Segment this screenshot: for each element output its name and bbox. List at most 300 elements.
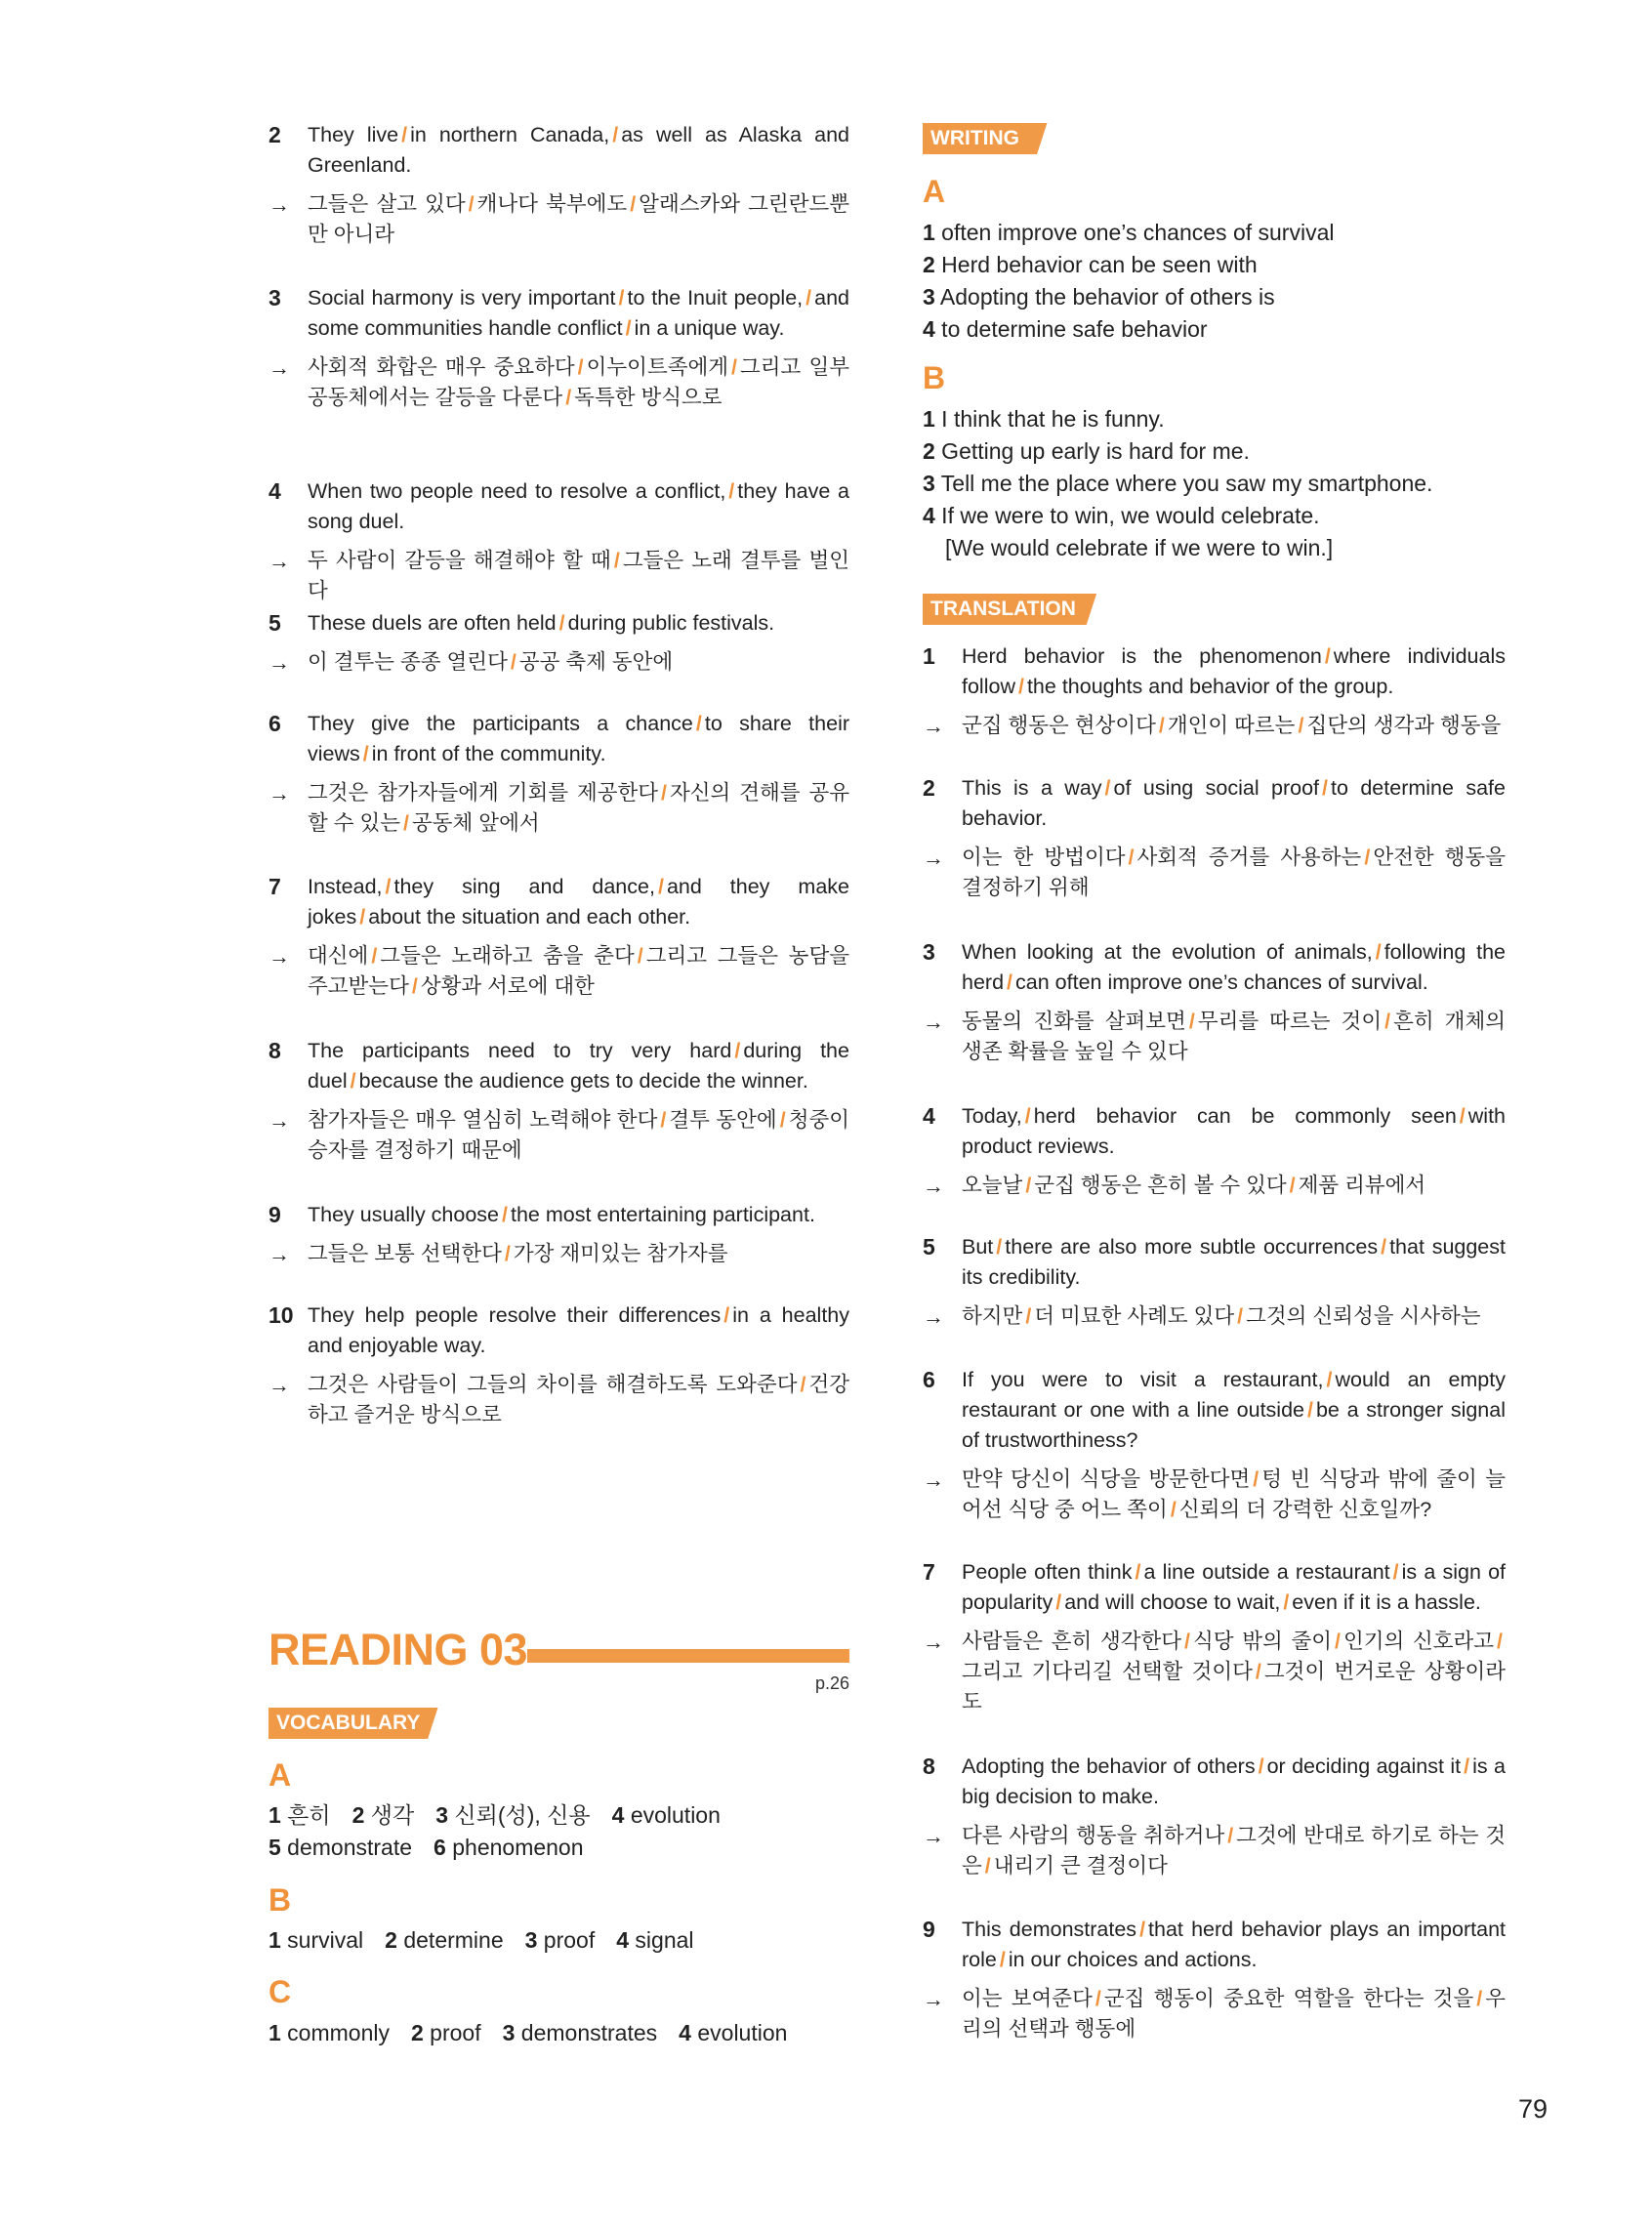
slash-separator: / [1025,1174,1032,1197]
slash-separator: / [1188,1010,1195,1033]
korean-translation [268,1370,849,1430]
chunk-text: 신뢰의 더 강력한 신호일까? [1178,1498,1432,1521]
chunk-text: to share their views [308,712,849,765]
slash-separator: / [1255,1660,1261,1683]
chunk-text: 이는 한 방법이다 [962,846,1126,869]
english-sentence [308,1036,849,1096]
korean-translation [268,1105,849,1166]
slash-separator: / [1025,1304,1032,1328]
slash-separator: / [618,286,625,310]
sentence-item [268,872,849,1002]
chunk-text: where individuals follow [962,644,1506,698]
vocabulary-tag: VOCABULARY [268,1708,442,1739]
answer-number: 2 [411,2020,424,2045]
slash-separator: / [510,650,516,674]
chunk-text: Adopting the behavior of others [962,1754,1256,1778]
slash-separator: / [1024,1104,1031,1128]
chunk-text: 이는 보여준다 [962,1987,1093,2010]
chunk-text: These duels are often held [308,611,557,635]
slash-separator: / [1158,714,1165,737]
item-number: 5 [923,1234,935,1259]
slash-separator: / [1007,970,1013,994]
chunk-text: during public festivals. [567,611,775,635]
slash-separator: / [1104,776,1111,800]
reading-title-bar [527,1649,849,1663]
section-letter-b: B [923,360,946,395]
answer-number: 4 [923,316,935,342]
korean-translation [923,1984,1506,2044]
chunk-text: 그들은 살고 있다 [308,192,466,216]
sentence-item [268,120,849,250]
item-number: 7 [923,1559,935,1585]
chunk-text: during the duel [308,1039,849,1093]
arrow-icon: → [268,1242,290,1266]
answer-number: 3 [923,471,935,496]
korean-translation [268,647,849,678]
chunk-text: 하지만 [962,1304,1023,1328]
item-number: 10 [268,1302,294,1328]
chunk-text: 공공 축제 동안에 [518,650,674,674]
item-number: 6 [923,1367,935,1392]
chunk-text: 사회적 증거를 사용하는 [1136,846,1362,869]
chunk-text: because the audience gets to decide the winner. [358,1069,808,1093]
slash-separator: / [359,905,366,929]
chunk-text: 군집 행동이 중요한 역할을 한다는 것을 [1103,1987,1474,2010]
chunk-text: herd behavior can be commonly seen [1033,1104,1457,1128]
answer-text: evolution [624,1802,721,1828]
item-number: 4 [923,1103,935,1129]
slash-separator: / [630,192,637,216]
arrow-icon: → [923,846,944,870]
arrow-icon: → [923,714,944,738]
slash-separator: / [1381,1235,1387,1259]
answer-text: 생각 [364,1802,415,1828]
english-sentence [308,476,849,537]
answer-text: determine [396,1927,504,1953]
chunk-text: in front of the community. [371,742,606,765]
reading-title: READING 03 [268,1625,528,1674]
chunk-text: 이 결투는 종종 열린다 [308,650,508,674]
chunk-text: and they make jokes [308,875,849,929]
answer-number: 2 [351,1802,365,1828]
answer-text: Getting up early is hard for me. [934,438,1250,464]
chunk-text: 군집 행동은 현상이다 [962,714,1156,737]
chunk-text: 다른 사람의 행동을 취하거나 [962,1824,1225,1847]
english-sentence [308,120,849,181]
answer-text: Herd behavior can be seen with [934,252,1258,277]
section-letter-b: B [268,1882,292,1918]
chunk-text: to determine safe behavior. [962,776,1506,830]
arrow-icon: → [268,549,290,573]
sentence-item [923,937,1506,1067]
chunk-text: the thoughts and behavior of the group. [1026,675,1394,698]
chunk-text: and some communities handle conflict [308,286,849,340]
answer-text: proof [537,1927,596,1953]
item-number: 8 [268,1038,281,1063]
chunk-text: But [962,1235,994,1259]
chunk-text: that herd behavior plays an important role [962,1918,1506,1971]
chunk-text: 흔히 개체의 생존 확률을 높일 수 있다 [962,1010,1506,1063]
chunk-text: to the Inuit people, [627,286,804,310]
chunk-text: This demonstrates [962,1918,1137,1941]
answer-text: phenomenon [445,1835,584,1860]
slash-separator: / [468,192,475,216]
slash-separator: / [565,386,572,409]
korean-translation [923,1007,1506,1067]
chunk-text: 자신의 견해를 공유할 수 있는 [308,781,849,835]
chunk-text: 집단의 생각과 행동을 [1306,714,1502,737]
answer-number: 4 [611,1802,625,1828]
item-number: 2 [923,775,935,801]
chunk-text: 그것이 번거로운 상황이라도 [962,1660,1506,1713]
arrow-icon: → [268,355,290,380]
korean-translation [268,778,849,839]
answer-row [268,1832,584,1864]
answer-text: Tell me the place where you saw my smartphone. [934,471,1433,496]
english-sentence [962,1752,1506,1812]
page-reference: p.26 [814,1673,849,1693]
answer-row [268,2017,787,2049]
english-sentence [308,872,849,932]
slash-separator: / [800,1373,806,1396]
slash-separator: / [1094,1987,1101,2010]
chunk-text: or deciding against it [1266,1754,1462,1778]
chunk-text: The participants need to try very hard [308,1039,732,1062]
slash-separator: / [504,1242,511,1265]
slash-separator: / [734,1039,741,1062]
sentence-item [923,1915,1506,2044]
answer-line [923,435,1250,468]
chunk-text: When two people need to resolve a conflict, [308,479,726,503]
slash-separator: / [1289,1174,1296,1197]
slash-separator: / [411,974,418,998]
chunk-text: 건강하고 즐거운 방식으로 [308,1373,849,1426]
chunk-text: 동물의 진화를 살펴보면 [962,1010,1186,1033]
slash-separator: / [1324,644,1331,668]
item-number: 2 [268,122,281,147]
korean-translation [923,843,1506,903]
slash-separator: / [1335,1630,1341,1653]
slash-separator: / [1497,1630,1504,1653]
chunk-text: 이누이트족에게 [586,355,729,379]
chunk-text: can often improve one’s chances of survival. [1015,970,1428,994]
answer-text: survival [280,1927,364,1953]
answer-text: commonly [280,2020,390,2045]
chunk-text: They usually choose [308,1203,499,1226]
chunk-text: 내리기 큰 결정이다 [993,1854,1168,1878]
chunk-text: about the situation and each other. [368,905,691,929]
writing-tag: WRITING [923,123,1048,154]
slash-separator: / [1135,1560,1141,1584]
arrow-icon: → [923,1174,944,1198]
chunk-text: 식당 밖의 줄이 [1193,1630,1332,1653]
chunk-text: Instead, [308,875,383,898]
slash-separator: / [1326,1368,1333,1391]
chunk-text: 그것은 사람들이 그들의 차이를 해결하도록 도와준다 [308,1373,798,1396]
arrow-icon: → [923,1630,944,1654]
chunk-text: 그리고 일부 공동체에서는 갈등을 다룬다 [308,355,849,409]
slash-separator: / [1306,1398,1313,1422]
english-sentence [308,709,849,769]
korean-translation [268,352,849,413]
slash-separator: / [695,712,702,735]
chunk-text: 대신에 [308,944,369,968]
slash-separator: / [385,875,392,898]
chunk-text: would an empty restaurant or one with a line outside [962,1368,1506,1422]
answer-line [923,403,1165,435]
slash-separator: / [350,1069,356,1093]
chunk-text: 인기의 신호라고 [1342,1630,1495,1653]
chunk-text: This is a way [962,776,1102,800]
chunk-text: 그것은 참가자들에게 기회를 제공한다 [308,781,659,805]
english-sentence [962,1365,1506,1456]
item-number: 8 [923,1754,935,1779]
slash-separator: / [1476,1987,1483,2010]
sentence-item [268,283,849,413]
korean-translation [923,1627,1506,1717]
answer-text: demonstrate [280,1835,413,1860]
answer-number: 1 [923,220,935,245]
chunk-text: in a healthy and enjoyable way. [308,1303,850,1357]
slash-separator: / [558,611,565,635]
section-letter-c: C [268,1974,292,2009]
answer-number: 6 [434,1835,446,1860]
chunk-text: 그리고 그들은 농담을 주고받는다 [308,944,849,998]
answer-text: demonstrates [515,2020,658,2045]
answer-number: 2 [923,252,935,277]
chunk-text: 무리를 따르는 것이 [1197,1010,1383,1033]
chunk-text: a line outside a restaurant [1143,1560,1390,1584]
slash-separator: / [1055,1590,1062,1614]
arrow-icon: → [268,1108,290,1133]
item-number: 9 [268,1202,281,1227]
slash-separator: / [779,1108,786,1132]
answer-alternative: [We would celebrate if we were to win.] [945,535,1334,560]
chunk-text: If you were to visit a restaurant, [962,1368,1324,1391]
chunk-text: even if it is a hassle. [1292,1590,1481,1614]
korean-translation [268,189,850,250]
chunk-text: with product reviews. [962,1104,1506,1158]
answer-text: 흔히 [280,1802,331,1828]
slash-separator: / [999,1948,1006,1971]
sentence-item [268,1036,849,1166]
korean-translation [268,1239,849,1269]
slash-separator: / [661,781,668,805]
arrow-icon: → [923,1010,944,1034]
answer-text: Adopting the behavior of others is [934,284,1275,310]
korean-translation [923,1301,1506,1332]
answer-number: 1 [268,2020,281,2045]
item-number: 6 [268,711,281,736]
chunk-text: 그들은 보통 선택한다 [308,1242,502,1265]
chunk-text: is a sign of popularity [962,1560,1506,1614]
chunk-text: in our choices and actions. [1008,1948,1258,1971]
english-sentence [308,283,849,344]
slash-separator: / [502,1203,508,1226]
chunk-text: When looking at the evolution of animals, [962,940,1373,964]
chunk-text: 청중이 승자를 결정하기 때문에 [308,1108,849,1162]
sentence-item [923,641,1506,741]
chunk-text: 그것의 신뢰성을 시사하는 [1246,1304,1481,1328]
answer-text: I think that he is funny. [934,406,1165,432]
chunk-text: 그것에 반대로 하기로 하는 것은 [962,1824,1507,1878]
answer-number: 2 [385,1927,397,1953]
korean-translation [923,711,1506,741]
chunk-text: 캐나다 북부에도 [476,192,628,216]
chunk-text: 그들은 노래 결투를 벌인다 [308,549,849,602]
slash-separator: / [1384,1010,1391,1033]
english-sentence [962,1557,1506,1618]
chunk-text: 독특한 방식으로 [574,386,723,409]
arrow-icon: → [923,1467,944,1492]
english-sentence [308,608,849,639]
chunk-text: 참가자들은 매우 열심히 노력해야 한다 [308,1108,658,1132]
chunk-text: be a stronger signal of trustworthiness? [962,1398,1506,1452]
answer-line [923,500,1320,532]
chunk-text: 가장 재미있는 참가자를 [513,1242,728,1265]
slash-separator: / [984,1854,991,1878]
section-letter-a: A [268,1757,292,1793]
chunk-text: They live [308,123,399,146]
slash-separator: / [1322,776,1329,800]
sentence-item [268,1300,849,1430]
slash-separator: / [1184,1630,1191,1653]
slash-separator: / [1253,1467,1260,1491]
korean-translation [268,546,849,606]
english-sentence [962,773,1506,834]
chunk-text: 결투 동안에 [669,1108,777,1132]
chunk-text: 텅 빈 식당과 밖에 줄이 늘어선 식당 중 어느 쪽이 [962,1467,1506,1521]
translation-tag: TRANSLATION [923,594,1101,625]
item-number: 4 [268,478,281,504]
korean-translation [923,1171,1506,1201]
english-sentence [962,937,1506,998]
sentence-item [268,709,849,839]
chunk-text: 군집 행동은 흔히 볼 수 있다 [1034,1174,1287,1197]
slash-separator: / [1392,1560,1399,1584]
slash-separator: / [1170,1498,1177,1521]
arrow-icon: → [268,192,290,217]
chunk-text: in northern Canada, [410,123,610,146]
slash-separator: / [723,1303,730,1327]
chunk-text: that suggest its credibility. [962,1235,1506,1289]
sentence-item [923,1365,1506,1525]
answer-number: 1 [268,1927,281,1953]
slash-separator: / [1464,1754,1470,1778]
chunk-text: there are also more subtle occurrences [1005,1235,1379,1259]
chunk-text: 우리의 선택과 행동에 [962,1987,1506,2041]
slash-separator: / [1459,1104,1466,1128]
arrow-icon: → [268,781,290,805]
answer-row [268,1924,694,1957]
arrow-icon: → [268,650,290,675]
answer-number: 5 [268,1835,281,1860]
slash-separator: / [1017,675,1024,698]
answer-number: 3 [502,2020,516,2045]
answer-text: often improve one’s chances of survival [934,220,1335,245]
answer-number: 4 [679,2020,691,2045]
sentence-item [923,1752,1506,1881]
sentence-item [268,608,849,678]
item-number: 1 [923,643,935,669]
slash-separator: / [660,1108,667,1132]
slash-separator: / [1227,1824,1234,1847]
arrow-icon: → [923,1987,944,2011]
slash-separator: / [403,811,410,835]
slash-separator: / [1298,714,1304,737]
slash-separator: / [1139,1918,1146,1941]
chunk-text: They give the participants a chance [308,712,693,735]
slash-separator: / [1375,940,1382,964]
slash-separator: / [728,479,735,503]
chunk-text: 알래스카와 그린란드뿐 만 아니라 [308,192,850,246]
arrow-icon: → [923,1304,944,1329]
english-sentence [962,1915,1506,1975]
chunk-text: 그들은 노래하고 춤을 춘다 [380,944,635,968]
arrow-icon: → [268,944,290,969]
chunk-text: People often think [962,1560,1133,1584]
answer-text: evolution [690,2020,788,2045]
chunk-text: 그리고 기다리길 선택할 것이다 [962,1660,1253,1683]
slash-separator: / [1237,1304,1244,1328]
slash-separator: / [612,123,619,146]
chunk-text: they sing and dance, [393,875,655,898]
chunk-text: They help people resolve their differences [308,1303,722,1327]
chunk-text: 공동체 앞에서 [412,811,540,835]
slash-separator: / [805,286,812,310]
slash-separator: / [1283,1590,1290,1614]
section-letter-a: A [923,174,946,209]
sentence-item [923,1232,1506,1332]
chunk-text: is a big decision to make. [962,1754,1506,1808]
chunk-text: 사회적 화합은 매우 중요하다 [308,355,575,379]
chunk-text: and will choose to wait, [1064,1590,1281,1614]
answer-line [923,468,1432,500]
answer-number: 4 [616,1927,630,1953]
slash-separator: / [637,944,643,968]
chunk-text: Today, [962,1104,1022,1128]
answer-number: 3 [923,284,935,310]
chunk-text: as well as Alaska and Greenland. [308,123,849,177]
chunk-text: the most entertaining participant. [510,1203,815,1226]
answer-row [268,1799,721,1832]
slash-separator: / [1364,846,1371,869]
slash-separator: / [371,944,378,968]
chunk-text: 개인이 따르는 [1167,714,1296,737]
slash-separator: / [731,355,738,379]
english-sentence [962,1101,1506,1162]
item-number: 7 [268,874,281,899]
chunk-text: 두 사람이 갈등을 해결해야 할 때 [308,549,611,572]
answer-text: proof [423,2020,481,2045]
chunk-text: 제품 리뷰에서 [1298,1174,1426,1197]
answer-line [923,217,1334,249]
english-sentence [308,1200,849,1230]
slash-separator: / [401,123,408,146]
chunk-text: 더 미묘한 사례도 있다 [1034,1304,1235,1328]
chunk-text: Herd behavior is the phenomenon [962,644,1322,668]
slash-separator: / [996,1235,1003,1259]
answer-text: signal [629,1927,694,1953]
slash-separator: / [577,355,584,379]
chunk-text: they have a song duel. [308,479,849,533]
sentence-item [268,1200,849,1269]
chunk-text: 만약 당신이 식당을 방문한다면 [962,1467,1251,1491]
item-number: 9 [923,1917,935,1942]
chunk-text: in a unique way. [634,316,785,340]
english-sentence [308,1300,849,1361]
slash-separator: / [362,742,369,765]
